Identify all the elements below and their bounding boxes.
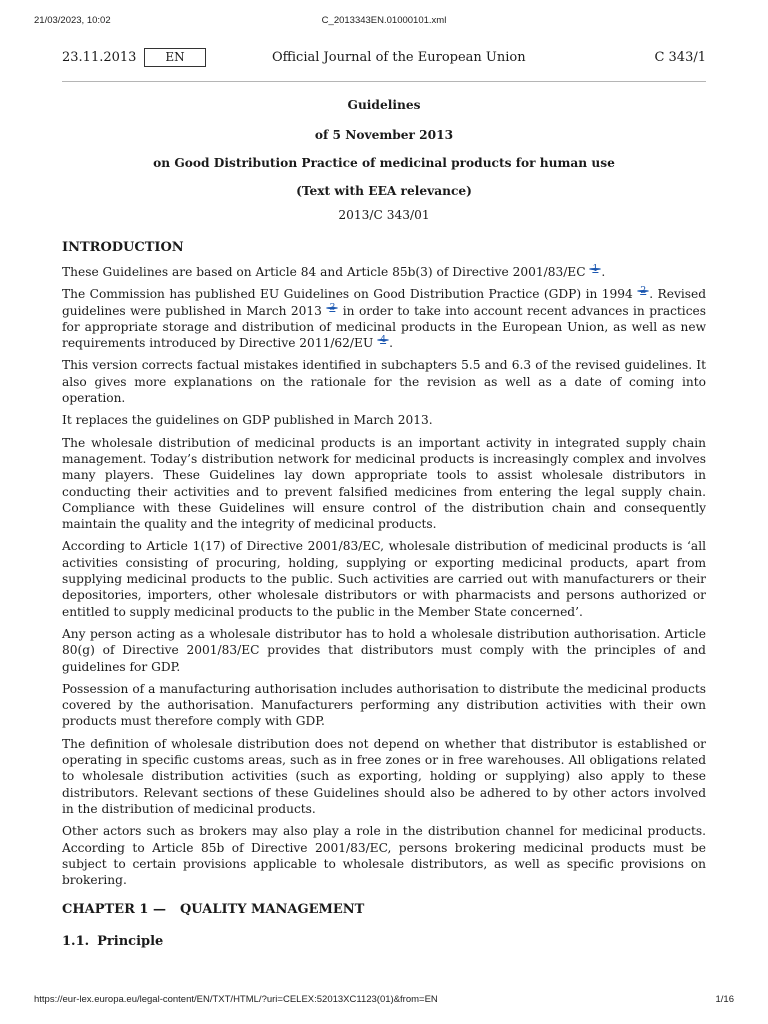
- chapter-title: QUALITY MANAGEMENT: [179, 902, 365, 918]
- chapter-1-heading: [62, 900, 706, 920]
- oj-reference: C 343/1: [654, 50, 706, 65]
- section-number: 1.1.: [62, 934, 90, 950]
- doc-title: Guidelines: [347, 98, 421, 112]
- section-1-1-heading: [62, 932, 706, 952]
- intro-paragraph-10: Other actors such as brokers may also play a role in the distribution channel for medicinal products. According to Article 85b of Directive 2001/83/EC, persons brokering medicinal products must be subject to certain provisions applicable to wholesale distributors, as well as specific provisions on brokering.: [62, 824, 706, 888]
- intro-paragraph-4: It replaces the guidelines on GDP published in March 2013.: [62, 413, 433, 428]
- oj-title: Official Journal of the European Union: [272, 50, 526, 65]
- print-url: https://eur-lex.europa.eu/legal-content/EN/TXT/HTML/?uri=CELEX:52013XC1123(01)&from=EN: [34, 994, 438, 1005]
- doc-date-line: of 5 November 2013: [314, 128, 454, 142]
- intro-paragraph-1: These Guidelines are based on Article 84 and Article 85b(3) of Directive 2001/83/EC 1 .: [62, 262, 606, 279]
- print-header: [0, 15, 768, 29]
- print-footer: [0, 994, 768, 1008]
- intro-paragraph-9: The definition of wholesale distribution does not depend on whether that distributor is established or operating in specific customs areas, such as in free zones or in free warehouses. All obligations related to wholesale distribution activities (such as exporting, holding or supplying) also apply to these distributors. Relevant sections of these Guidelines should also be adhered to by other actors involved in the distribution of medicinal products.: [62, 736, 706, 816]
- print-filename: C_2013343EN.01000101.xml: [321, 15, 447, 26]
- footnote-link-3[interactable]: 3: [326, 307, 338, 309]
- header-rule: [62, 81, 706, 82]
- footnote-link-1[interactable]: 1: [589, 268, 601, 270]
- document-body: [62, 94, 706, 952]
- oj-header: [62, 48, 706, 70]
- intro-paragraph-3: This version corrects factual mistakes identified in subchapters 5.5 and 6.3 of the revised guidelines. It also gives more explanations on the rationale for the revision as well as a date of coming into operation.: [62, 358, 706, 406]
- print-datetime: 21/03/2023, 10:02: [34, 15, 111, 26]
- doc-number: 2013/C 343/01: [338, 208, 430, 222]
- print-page-number: 1/16: [715, 994, 734, 1005]
- intro-paragraph-2: The Commission has published EU Guidelines on Good Distribution Practice (GDP) in 1994 2 . Revised guidelines were published in March 2013 3 in order to take into account recent advances in practices for appropriate storage and distribution of medicinal products in the European Union, as well as new requirements introduced by Directive 2011/62/EU 4 .: [62, 285, 706, 351]
- footnote-link-4[interactable]: 4: [377, 339, 389, 341]
- introduction-heading: INTRODUCTION: [62, 240, 184, 255]
- doc-subject: on Good Distribution Practice of medicinal products for human use: [153, 156, 615, 170]
- intro-paragraph-5: The wholesale distribution of medicinal products is an important activity in integrated supply chain management. Today’s distribution network for medicinal products is increasingly complex and involves many players. These Guidelines lay down appropriate tools to assist wholesale distributors in conducting their activities and to prevent falsified medicines from entering the legal supply chain. Compliance with these Guidelines will ensure control of the distribution chain and consequently maintain the quality and the integrity of medicinal products.: [62, 435, 706, 532]
- footnote-link-2[interactable]: 2: [637, 290, 649, 292]
- doc-relevance: (Text with EEA relevance): [296, 184, 472, 198]
- oj-language-box: EN: [144, 48, 206, 67]
- intro-paragraph-6: According to Article 1(17) of Directive 2001/83/EC, wholesale distribution of medicinal products is ‘all activities consisting of procuring, holding, supplying or exporting medicinal products, apart from supplying medicinal products to the public. Such activities are carried out with manufacturers or their depositories, importers, other wholesale distributors or with pharmacists and persons authorized or entitled to supply medicinal products to the public in the Member State concerned’.: [62, 539, 706, 619]
- oj-date: 23.11.2013: [62, 50, 137, 65]
- chapter-label: CHAPTER 1 —: [62, 902, 166, 918]
- intro-paragraph-8: Possession of a manufacturing authorisation includes authorisation to distribute the medicinal products covered by the authorisation. Manufacturers performing any distribution activities with their own products must therefore comply with GDP.: [62, 681, 706, 729]
- section-title: Principle: [97, 934, 164, 950]
- intro-paragraph-7: Any person acting as a wholesale distributor has to hold a wholesale distribution authorisation. Article 80(g) of Directive 2001/83/EC provides that distributors must comply with the principles of and guidelines for GDP.: [62, 626, 706, 674]
